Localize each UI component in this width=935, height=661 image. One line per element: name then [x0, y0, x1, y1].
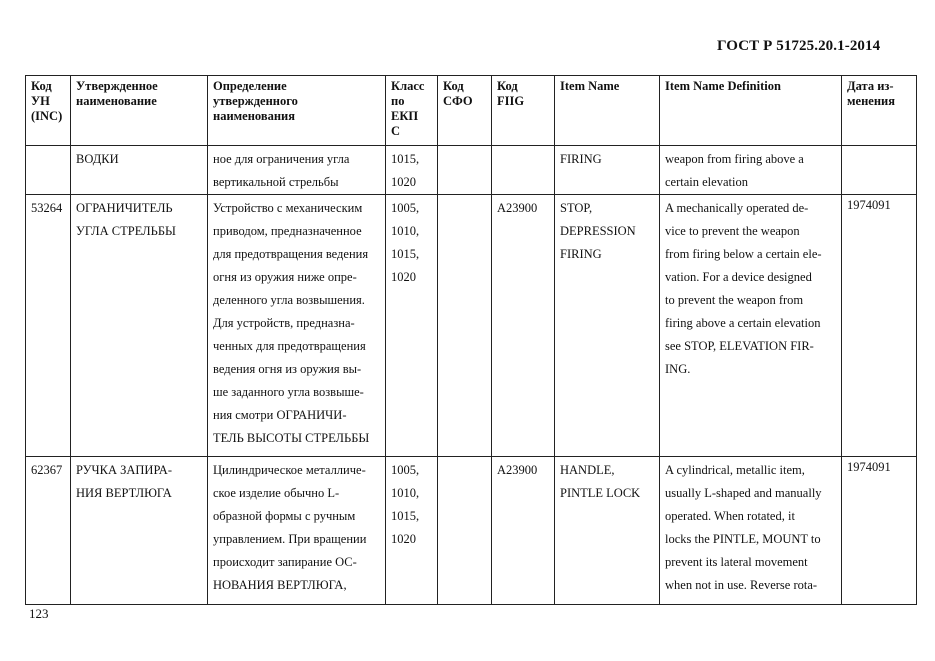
cell-text-line: ОГРАНИЧИТЕЛЬ	[76, 201, 173, 215]
cell-class	[386, 195, 438, 457]
catalog-table	[25, 75, 917, 605]
cell-text-line: locks the PINTLE, MOUNT to	[665, 532, 821, 546]
header-text-line: Item Name	[560, 79, 620, 93]
cell-text-line: Для устройств, предназна-	[213, 316, 355, 330]
cell-text-line: 1015,	[391, 509, 420, 523]
cell-text-line: DEPRESSION	[560, 224, 636, 238]
header-text-line: Код	[497, 79, 518, 93]
cell-sfo	[438, 457, 492, 605]
column-header-definition	[208, 76, 386, 146]
column-header-class	[386, 76, 438, 146]
header-text-line: наименования	[213, 109, 296, 123]
header-text-line: утвержденного	[213, 94, 298, 108]
cell-definition	[208, 195, 386, 457]
cell-text-line: происходит запирание ОС-	[213, 555, 357, 569]
cell-text-line: вертикальной стрельбы	[213, 175, 339, 189]
header-text-line: СФО	[443, 94, 473, 108]
cell-sfo	[438, 195, 492, 457]
column-header-fiig	[492, 76, 555, 146]
header-text-line: ЕКП	[391, 109, 419, 123]
cell-text-line: приводом, предназначенное	[213, 224, 362, 238]
cell-text-line: 1974091	[847, 198, 891, 212]
cell-text-line: РУЧКА ЗАПИРА-	[76, 463, 172, 477]
header-text-line: FIIG	[497, 94, 525, 108]
cell-fiig	[492, 457, 555, 605]
cell-text-line: ченных для предотвращения	[213, 339, 366, 353]
cell-name	[71, 195, 208, 457]
header-text-line: Дата из-	[847, 79, 894, 93]
cell-text-line: 1005,	[391, 201, 420, 215]
cell-text-line: A mechanically operated de-	[665, 201, 809, 215]
cell-class	[386, 457, 438, 605]
header-text-line: (INC)	[31, 109, 63, 123]
cell-text-line: A23900	[497, 463, 538, 477]
cell-text-line: Цилиндрическое металличе-	[213, 463, 366, 477]
cell-text-line: see STOP, ELEVATION FIR-	[665, 339, 814, 353]
column-header-name	[71, 76, 208, 146]
cell-text-line: vation. For a device designed	[665, 270, 812, 284]
cell-name	[71, 457, 208, 605]
table-row	[26, 195, 917, 457]
cell-text-line: FIRING	[560, 247, 602, 261]
cell-text-line: STOP,	[560, 201, 593, 215]
cell-text-line: 1020	[391, 532, 416, 546]
cell-text-line: weapon from firing above a	[665, 152, 804, 166]
cell-name	[71, 146, 208, 195]
column-header-code	[26, 76, 71, 146]
cell-text-line: ведения огня из оружия вы-	[213, 362, 362, 376]
cell-text-line: НИЯ ВЕРТЛЮГА	[76, 486, 172, 500]
header-text-line: Код	[443, 79, 464, 93]
table-header-row	[26, 76, 917, 146]
cell-date	[842, 195, 917, 457]
cell-class	[386, 146, 438, 195]
cell-text-line: 1010,	[391, 224, 420, 238]
cell-date	[842, 146, 917, 195]
header-text-line: Код	[31, 79, 52, 93]
cell-definition	[208, 457, 386, 605]
cell-text-line: 1015,	[391, 152, 420, 166]
header-text-line: по	[391, 94, 405, 108]
cell-code	[26, 195, 71, 457]
table-row	[26, 146, 917, 195]
cell-text-line: 1015,	[391, 247, 420, 261]
document-header: ГОСТ Р 51725.20.1-2014	[717, 38, 881, 54]
cell-text-line: to prevent the weapon from	[665, 293, 804, 307]
cell-date	[842, 457, 917, 605]
cell-text-line: образной формы с ручным	[213, 509, 356, 523]
cell-text-line: 1020	[391, 175, 416, 189]
cell-text-line: для предотвращения ведения	[213, 247, 369, 261]
cell-text-line: 53264	[31, 201, 63, 215]
cell-item-def	[660, 457, 842, 605]
cell-text-line: 1974091	[847, 460, 891, 474]
page-number: 123	[29, 606, 49, 621]
cell-text-line: A23900	[497, 201, 538, 215]
cell-code	[26, 457, 71, 605]
cell-item-def	[660, 195, 842, 457]
header-text-line: Класс	[391, 79, 425, 93]
cell-text-line: FIRING	[560, 152, 602, 166]
cell-text-line: Устройство с механическим	[213, 201, 363, 215]
cell-text-line: ВОДКИ	[76, 152, 119, 166]
header-text-line: Определение	[213, 79, 287, 93]
cell-text-line: operated. When rotated, it	[665, 509, 795, 523]
cell-code	[26, 146, 71, 195]
cell-text-line: 62367	[31, 463, 63, 477]
column-header-sfo	[438, 76, 492, 146]
cell-text-line: деленного угла возвышения.	[213, 293, 365, 307]
cell-item-name	[555, 457, 660, 605]
cell-fiig	[492, 146, 555, 195]
cell-text-line: vice to prevent the weapon	[665, 224, 800, 238]
cell-text-line: 1005,	[391, 463, 420, 477]
header-text-line: наименование	[76, 94, 157, 108]
cell-item-name	[555, 195, 660, 457]
cell-text-line: ING.	[665, 362, 691, 376]
cell-text-line: УГЛА СТРЕЛЬБЫ	[76, 224, 176, 238]
cell-text-line: usually L-shaped and manually	[665, 486, 822, 500]
cell-text-line: ше заданного угла возвыше-	[213, 385, 364, 399]
cell-text-line: 1020	[391, 270, 416, 284]
column-header-item-def	[660, 76, 842, 146]
header-text-line: менения	[847, 94, 895, 108]
cell-text-line: A cylindrical, metallic item,	[665, 463, 805, 477]
cell-fiig	[492, 195, 555, 457]
cell-item-def	[660, 146, 842, 195]
cell-text-line: when not in use. Reverse rota-	[665, 578, 818, 592]
column-header-item-name	[555, 76, 660, 146]
cell-sfo	[438, 146, 492, 195]
cell-text-line: 1010,	[391, 486, 420, 500]
cell-item-name	[555, 146, 660, 195]
cell-text-line: НОВАНИЯ ВЕРТЛЮГА,	[213, 578, 347, 592]
table-body	[26, 146, 917, 605]
cell-text-line: certain elevation	[665, 175, 748, 189]
cell-text-line: ное для ограничения угла	[213, 152, 350, 166]
cell-text-line: prevent its lateral movement	[665, 555, 808, 569]
cell-text-line: HANDLE,	[560, 463, 615, 477]
cell-text-line: огня из оружия ниже опре-	[213, 270, 357, 284]
header-text-line: С	[391, 124, 401, 138]
cell-text-line: firing above a certain elevation	[665, 316, 821, 330]
cell-text-line: PINTLE LOCK	[560, 486, 641, 500]
cell-text-line: ское изделие обычно L-	[213, 486, 340, 500]
header-text-line: УН	[31, 94, 50, 108]
cell-text-line: ния смотри ОГРАНИЧИ-	[213, 408, 347, 422]
cell-text-line: from firing below a certain ele-	[665, 247, 822, 261]
table-row	[26, 457, 917, 605]
cell-definition	[208, 146, 386, 195]
cell-text-line: ТЕЛЬ ВЫСОТЫ СТРЕЛЬБЫ	[213, 431, 370, 445]
column-header-date	[842, 76, 917, 146]
cell-text-line: управлением. При вращении	[213, 532, 367, 546]
header-text-line: Item Name Definition	[665, 79, 781, 93]
header-text-line: Утвержденное	[76, 79, 158, 93]
